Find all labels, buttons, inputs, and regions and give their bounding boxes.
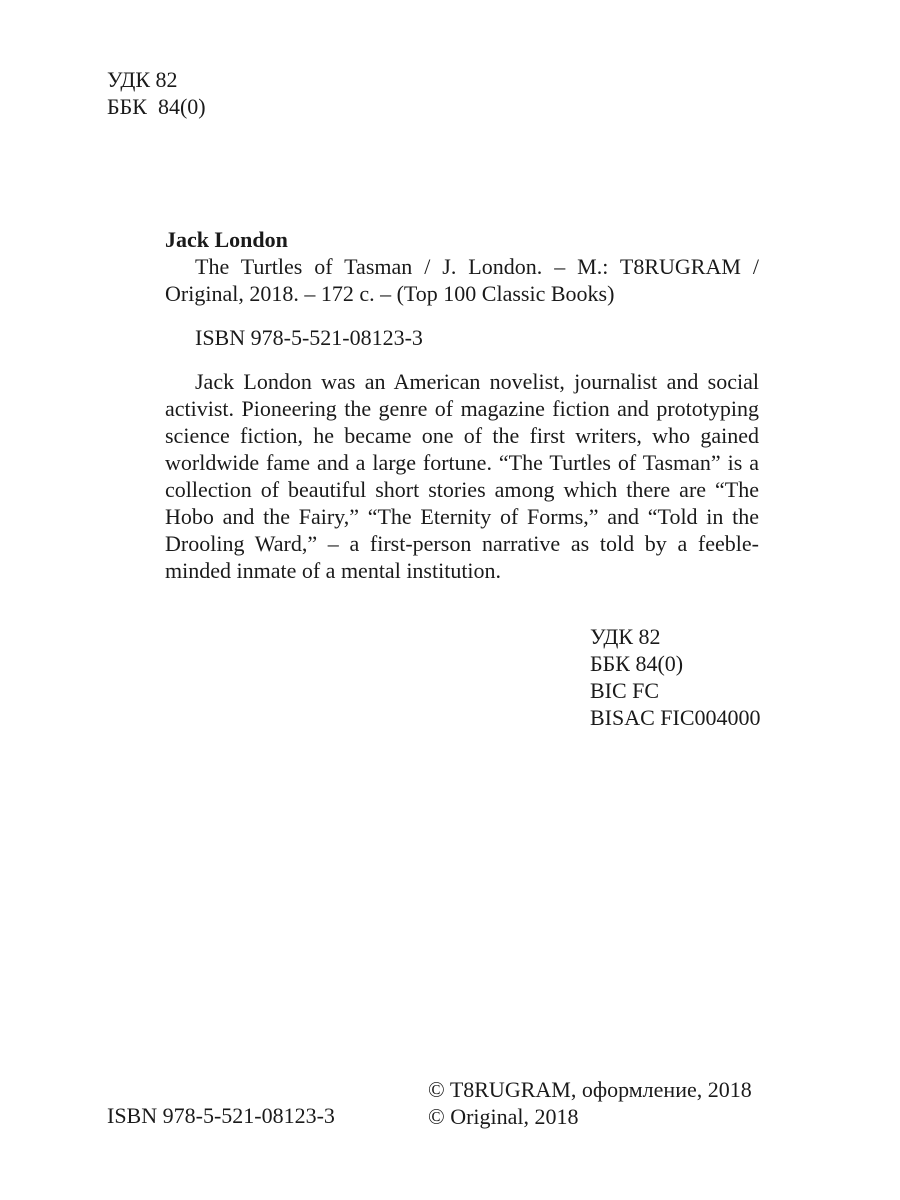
bic-code: BIC FC (590, 678, 660, 703)
bisac-code: BISAC FIC004000 (590, 705, 761, 730)
top-classification-codes (107, 66, 206, 120)
udk-code: УДК 82 (107, 67, 178, 92)
udk-code: УДК 82 (590, 624, 661, 649)
isbn-number: ISBN 978-5-521-08123-3 (195, 325, 423, 350)
catalog-record (165, 226, 759, 584)
bbk-code: ББК 84(0) (590, 651, 684, 676)
copyright-notices (428, 1076, 752, 1130)
book-annotation: Jack London was an American novelist, journalist and social activist. Pioneering the genre of magazine fiction and prototyping science fiction, he became one of the first writers, who gained worldwide fame and a large fortune. “The Turtles of Tasman” is a collection of beautiful short stories among which there are “The Hobo and the Fairy,” “The Eternity of Forms,” and “Told in the Drooling Ward,” – a first-person narrative as told by a feeble-minded inmate of a mental institution. (165, 369, 759, 583)
bbk-code: ББК 84(0) (107, 94, 206, 119)
classification-codes (590, 623, 761, 731)
isbn-number: ISBN 978-5-521-08123-3 (107, 1103, 335, 1128)
bibliographic-description: The Turtles of Tasman / J. London. – M.: T8RUGRAM / Original, 2018. – 172 c. – (Top 100 Classic Books) (165, 254, 759, 306)
footer-isbn (107, 1102, 335, 1129)
copyright-design: © T8RUGRAM, оформление, 2018 (428, 1077, 752, 1102)
copyright-original: © Original, 2018 (428, 1104, 579, 1129)
author-name: Jack London (165, 227, 288, 252)
